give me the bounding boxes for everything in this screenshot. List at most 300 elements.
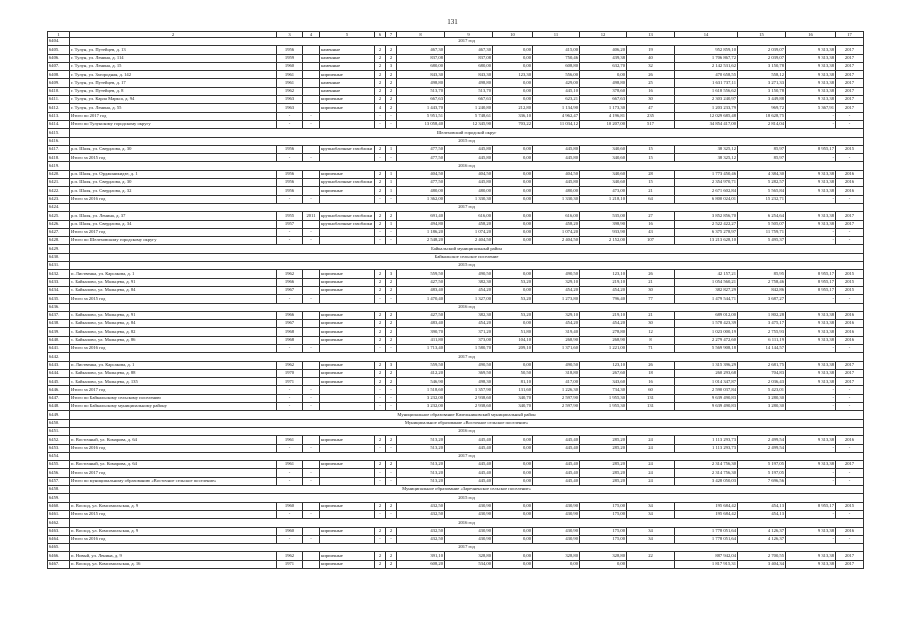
- address-cell: Итого по Тулунскому городскому округу: [70, 120, 277, 128]
- table-cell: 432,50: [397, 535, 445, 543]
- table-cell: 1 955,30: [580, 403, 627, 411]
- table-cell: 1970: [277, 369, 303, 377]
- table-cell: 9 313,38: [786, 46, 836, 54]
- table-cell: 454,13: [738, 502, 786, 510]
- table-cell: 1 817 915,31: [675, 560, 738, 568]
- table-cell: 1961: [277, 461, 303, 469]
- table-cell: -: [277, 112, 303, 120]
- table-cell: 5 569 908,18: [675, 344, 738, 352]
- row-number-cell: 6418.: [48, 154, 70, 162]
- table-cell: 2 303 240,97: [675, 96, 738, 104]
- table-cell: 2: [375, 170, 386, 178]
- table-row: [48, 328, 864, 336]
- total-row: [48, 195, 864, 203]
- table-cell: 9 639 490,83: [675, 403, 738, 411]
- column-number-cell: 5: [320, 32, 375, 38]
- table-cell: 2 314 756,30: [675, 461, 738, 469]
- table-cell: -: [303, 195, 320, 203]
- table-cell: 24: [627, 444, 675, 452]
- table-cell: 340,70: [493, 403, 533, 411]
- table-cell: -: [386, 403, 397, 411]
- column-number-cell: 14: [675, 32, 738, 38]
- table-row: [48, 286, 864, 294]
- row-number-cell: 6448.: [48, 403, 70, 411]
- table-cell: 1 014 347,87: [675, 378, 738, 386]
- table-cell: [303, 145, 320, 153]
- table-cell: 18: [627, 369, 675, 377]
- row-number-cell: 6421.: [48, 179, 70, 187]
- table-cell: 42 157,21: [675, 270, 738, 278]
- table-cell: -: [386, 154, 397, 162]
- table-cell: [303, 311, 320, 319]
- table-cell: 382,30: [445, 278, 493, 286]
- address-cell: Итого за 2017 год: [70, 469, 277, 477]
- table-cell: [303, 104, 320, 112]
- table-cell: -: [277, 154, 303, 162]
- table-cell: -: [836, 386, 864, 394]
- address-cell: п. Лиственка, ул. Карсакова, д. 1: [70, 270, 277, 278]
- table-cell: 9 313,38: [786, 369, 836, 377]
- table-cell: 2017: [836, 369, 864, 377]
- table-cell: 2: [375, 187, 386, 195]
- table-cell: кирпичные: [320, 96, 375, 104]
- address-cell: Итого за 2015 год: [70, 510, 277, 518]
- table-cell: -: [836, 120, 864, 128]
- table-cell: 2017: [836, 361, 864, 369]
- table-cell: 2 039,07: [738, 46, 786, 54]
- total-row: [48, 394, 864, 402]
- table-cell: [320, 535, 375, 543]
- table-cell: 2: [386, 71, 397, 79]
- table-cell: 24: [627, 469, 675, 477]
- table-cell: 2: [375, 328, 386, 336]
- table-cell: 2 142 531,62: [675, 62, 738, 70]
- table-cell: 329,10: [533, 278, 580, 286]
- table-cell: 1962: [277, 361, 303, 369]
- row-number-cell: 6457.: [48, 477, 70, 485]
- address-cell: г. Тулун, ул. Карла Маркса, д. 94: [70, 96, 277, 104]
- table-cell: 1971: [277, 378, 303, 386]
- table-cell: 842,86: [738, 286, 786, 294]
- table-cell: 513,20: [397, 469, 445, 477]
- table-cell: 2 755,93: [738, 328, 786, 336]
- table-cell: кирпичные: [320, 336, 375, 344]
- table-row: [48, 145, 864, 153]
- table-cell: 4 126,37: [738, 527, 786, 535]
- row-number-cell: 6442.: [48, 353, 70, 361]
- table-cell: 750,46: [533, 54, 580, 62]
- table-cell: 2: [375, 461, 386, 469]
- table-cell: -: [375, 444, 386, 452]
- table-cell: 411,80: [397, 336, 445, 344]
- table-row: [48, 560, 864, 568]
- table-cell: [303, 320, 320, 328]
- row-number-cell: 6414.: [48, 120, 70, 128]
- address-cell: п. Лиственка, ул. Карсакова, д. 1: [70, 361, 277, 369]
- table-cell: 2: [375, 527, 386, 535]
- address-cell: Итого за 2017 год: [70, 386, 277, 394]
- table-cell: -: [277, 295, 303, 303]
- total-row: [48, 444, 864, 452]
- table-row: [48, 502, 864, 510]
- table-cell: [320, 344, 375, 352]
- table-cell: [303, 187, 320, 195]
- address-cell: р.п. Шаля, ул. Свердлова, д. 34: [70, 220, 277, 228]
- table-cell: 1968: [277, 328, 303, 336]
- row-number-cell: 6412.: [48, 104, 70, 112]
- table-cell: 432,50: [397, 510, 445, 518]
- table-cell: 2: [375, 436, 386, 444]
- address-cell: Итого за 2016 год: [70, 535, 277, 543]
- table-cell: -: [836, 295, 864, 303]
- table-cell: 1963: [277, 104, 303, 112]
- row-number-cell: 6467.: [48, 560, 70, 568]
- section-heading-row: [48, 253, 864, 261]
- table-cell: 454,20: [445, 320, 493, 328]
- table-cell: 404,50: [445, 170, 493, 178]
- table-cell: [627, 560, 675, 568]
- table-cell: 517: [627, 120, 675, 128]
- table-cell: 969,72: [738, 104, 786, 112]
- table-cell: 0,00: [493, 195, 533, 203]
- address-cell: с. Байкалово, ул. Мальцева, д. 84: [70, 286, 277, 294]
- table-cell: 27: [627, 212, 675, 220]
- table-cell: кирпичные: [320, 170, 375, 178]
- table-cell: 2: [386, 502, 397, 510]
- table-cell: 2016: [836, 436, 864, 444]
- column-number-cell: 16: [786, 32, 836, 38]
- table-cell: 6 111,19: [738, 336, 786, 344]
- section-heading-cell: 2017 год: [70, 203, 864, 211]
- table-cell: 490,50: [445, 270, 493, 278]
- table-cell: 0,00: [493, 154, 533, 162]
- table-cell: 24: [627, 461, 675, 469]
- table-cell: 8 955,17: [786, 502, 836, 510]
- table-row: [48, 361, 864, 369]
- row-number-cell: 6427.: [48, 228, 70, 236]
- table-cell: [303, 62, 320, 70]
- table-cell: 2015: [836, 270, 864, 278]
- table-cell: [303, 87, 320, 95]
- table-cell: 2 152,00: [580, 237, 627, 245]
- address-cell: с. Байкалово, ул. Мальцева, д. 88: [70, 369, 277, 377]
- table-cell: -: [386, 469, 397, 477]
- table-cell: -: [386, 295, 397, 303]
- table-cell: -: [786, 477, 836, 485]
- total-row: [48, 154, 864, 162]
- table-cell: -: [836, 535, 864, 543]
- table-cell: 1966: [277, 278, 303, 286]
- table-cell: 15: [627, 179, 675, 187]
- table-cell: 38 325,12: [675, 154, 738, 162]
- table-cell: 175,00: [580, 535, 627, 543]
- row-number-cell: 6426.: [48, 220, 70, 228]
- column-number-cell: 4: [303, 32, 320, 38]
- table-cell: 12 345,90: [445, 120, 493, 128]
- table-cell: -: [375, 510, 386, 518]
- table-cell: 1 802,28: [738, 311, 786, 319]
- table-cell: [320, 154, 375, 162]
- section-heading-row: [48, 245, 864, 253]
- table-cell: 680,00: [445, 62, 493, 70]
- table-cell: 212,80: [493, 104, 533, 112]
- address-cell: Итого по Шелеховскому городскому округу: [70, 237, 277, 245]
- table-cell: [320, 237, 375, 245]
- table-cell: -: [375, 154, 386, 162]
- table-cell: 6 375 278,97: [675, 228, 738, 236]
- table-cell: 53,20: [493, 278, 533, 286]
- table-cell: 0,00: [493, 510, 533, 518]
- table-cell: 2: [375, 560, 386, 568]
- table-cell: 219,10: [580, 311, 627, 319]
- table-cell: 209,10: [493, 344, 533, 352]
- section-heading-row: [48, 452, 864, 460]
- table-cell: 4 196,81: [580, 112, 627, 120]
- table-cell: 454,20: [445, 286, 493, 294]
- table-cell: -: [786, 228, 836, 236]
- table-cell: 1 357,90: [445, 386, 493, 394]
- table-cell: 0,00: [493, 179, 533, 187]
- table-cell: кирпичные: [320, 502, 375, 510]
- table-cell: -: [836, 469, 864, 477]
- table-cell: 3: [386, 270, 397, 278]
- table-cell: 3 428 050,03: [675, 477, 738, 485]
- table-cell: 2 938,60: [445, 403, 493, 411]
- table-cell: 2: [375, 179, 386, 187]
- table-cell: каменные: [320, 54, 375, 62]
- table-cell: 2 590 037,84: [675, 386, 738, 394]
- table-cell: 2: [375, 46, 386, 54]
- row-number-cell: 6420.: [48, 170, 70, 178]
- row-number-cell: 6411.: [48, 96, 70, 104]
- table-row: [48, 278, 864, 286]
- total-row: [48, 112, 864, 120]
- address-cell: р.п. Шаля, ул. Орджоникидзе, д. 1: [70, 170, 277, 178]
- table-cell: -: [386, 394, 397, 402]
- table-cell: -: [836, 444, 864, 452]
- section-heading-row: [48, 419, 864, 427]
- table-cell: 3: [386, 62, 397, 70]
- table-cell: 1: [386, 179, 397, 187]
- address-cell: с. Байкалово, ул. Мальцева, д. 84: [70, 320, 277, 328]
- table-cell: 1960: [277, 527, 303, 535]
- table-cell: -: [303, 403, 320, 411]
- table-cell: -: [386, 120, 397, 128]
- table-cell: кирпичные: [320, 552, 375, 560]
- column-number-cell: 2: [70, 32, 277, 38]
- table-cell: каменные: [320, 62, 375, 70]
- table-cell: 340,70: [493, 394, 533, 402]
- table-cell: 3: [386, 361, 397, 369]
- table-cell: 445,80: [445, 145, 493, 153]
- table-cell: 1 443,70: [397, 104, 445, 112]
- table-cell: 2: [375, 54, 386, 62]
- table-cell: 2 036,43: [738, 378, 786, 386]
- table-cell: -: [386, 112, 397, 120]
- row-number-cell: 6435.: [48, 295, 70, 303]
- column-number-cell: 9: [445, 32, 493, 38]
- table-cell: 498,80: [397, 79, 445, 87]
- table-cell: -: [375, 228, 386, 236]
- table-cell: [320, 295, 375, 303]
- table-cell: 415,00: [533, 46, 580, 54]
- table-cell: -: [277, 469, 303, 477]
- table-cell: 1 074,20: [533, 228, 580, 236]
- table-cell: 2015: [836, 145, 864, 153]
- table-cell: 5 951,51: [397, 112, 445, 120]
- table-cell: 445,40: [445, 436, 493, 444]
- table-cell: 2: [375, 87, 386, 95]
- table-cell: 2: [375, 552, 386, 560]
- table-cell: кирпичные: [320, 461, 375, 469]
- table-row: [48, 320, 864, 328]
- table-cell: -: [277, 444, 303, 452]
- table-cell: 319,40: [533, 328, 580, 336]
- table-cell: 9 313,38: [786, 436, 836, 444]
- table-cell: 9 313,38: [786, 62, 836, 70]
- row-number-cell: 6432.: [48, 270, 70, 278]
- table-cell: 837,08: [445, 54, 493, 62]
- table-cell: 1 327,00: [445, 295, 493, 303]
- table-row: [48, 220, 864, 228]
- table-cell: 3 280,30: [738, 403, 786, 411]
- table-cell: 2 671 602,84: [675, 187, 738, 195]
- table-cell: 432,50: [397, 527, 445, 535]
- table-cell: 1966: [277, 311, 303, 319]
- table-cell: 1 218,10: [580, 195, 627, 203]
- table-cell: 5 505,07: [738, 220, 786, 228]
- table-cell: 1 362,00: [397, 195, 445, 203]
- address-cell: Итого по муниципальному образованию «Восточное сельское поселение»: [70, 477, 277, 485]
- table-row: [48, 87, 864, 95]
- table-cell: 1956: [277, 170, 303, 178]
- table-cell: 9 313,38: [786, 328, 836, 336]
- table-cell: 1967: [277, 320, 303, 328]
- table-cell: 11 759,71: [738, 228, 786, 236]
- table-cell: 21: [627, 278, 675, 286]
- table-cell: -: [375, 403, 386, 411]
- table-cell: [303, 286, 320, 294]
- table-cell: 513,70: [397, 87, 445, 95]
- table-cell: 558,12: [738, 71, 786, 79]
- table-cell: кирпичные: [320, 311, 375, 319]
- table-cell: 30: [627, 96, 675, 104]
- row-number-cell: 6428.: [48, 237, 70, 245]
- total-row: [48, 295, 864, 303]
- table-cell: 0,00: [493, 170, 533, 178]
- table-cell: 390,70: [397, 328, 445, 336]
- table-cell: 2016: [836, 187, 864, 195]
- table-cell: 0,00: [493, 270, 533, 278]
- table-cell: -: [386, 535, 397, 543]
- table-cell: 1 173,30: [580, 104, 627, 112]
- table-cell: 2 404,50: [445, 237, 493, 245]
- table-cell: 1 706 867,72: [675, 54, 738, 62]
- table-cell: 382 827,29: [675, 286, 738, 294]
- table-cell: -: [786, 344, 836, 352]
- table-cell: 336,10: [493, 112, 533, 120]
- address-cell: р.п. Шаля, ул. Ленина, д. 37: [70, 212, 277, 220]
- table-cell: 0,00: [493, 46, 533, 54]
- table-cell: 1: [386, 170, 397, 178]
- table-cell: 2: [375, 220, 386, 228]
- table-cell: 796,40: [580, 295, 627, 303]
- table-cell: 470 658,55: [675, 71, 738, 79]
- table-cell: 843,30: [397, 71, 445, 79]
- table-cell: -: [277, 237, 303, 245]
- column-number-cell: 17: [836, 32, 864, 38]
- table-cell: 556,00: [533, 71, 580, 79]
- table-cell: [303, 527, 320, 535]
- table-cell: 2011: [303, 212, 320, 220]
- table-cell: 608,80: [533, 62, 580, 70]
- table-cell: 5 565,84: [738, 187, 786, 195]
- row-number-cell: 6441.: [48, 344, 70, 352]
- table-cell: 2: [375, 502, 386, 510]
- section-heading-row: [48, 486, 864, 494]
- section-heading-cell: Байкальский муниципальный район: [70, 245, 864, 253]
- table-cell: [303, 361, 320, 369]
- table-cell: 2: [386, 527, 397, 535]
- address-cell: п. Новый, ул. Ленина, д. 9: [70, 552, 277, 560]
- table-cell: -: [277, 195, 303, 203]
- address-cell: п. Восход, ул. Комсомольская, д. 9: [70, 502, 277, 510]
- table-cell: 318,80: [533, 369, 580, 377]
- table-cell: 2017: [836, 96, 864, 104]
- table-cell: -: [786, 112, 836, 120]
- table-cell: -: [375, 112, 386, 120]
- table-cell: 837,08: [397, 54, 445, 62]
- table-cell: -: [386, 228, 397, 236]
- table-cell: 445,40: [533, 444, 580, 452]
- table-cell: 24: [627, 436, 675, 444]
- table-cell: 0,00: [493, 87, 533, 95]
- row-number-cell: 6450.: [48, 419, 70, 427]
- address-cell: Итого по 2017 год: [70, 112, 277, 120]
- table-cell: 445,40: [533, 436, 580, 444]
- table-cell: 490,50: [533, 270, 580, 278]
- row-number-cell: 6408.: [48, 71, 70, 79]
- table-row: [48, 71, 864, 79]
- table-cell: 195 684,42: [675, 502, 738, 510]
- table-cell: 285,20: [580, 436, 627, 444]
- table-cell: 3 475,17: [738, 320, 786, 328]
- table-cell: 2 354 970,71: [675, 179, 738, 187]
- table-cell: -: [786, 195, 836, 203]
- table-cell: 691,40: [397, 212, 445, 220]
- table-cell: 0,00: [493, 228, 533, 236]
- table-cell: 2: [375, 361, 386, 369]
- total-row: [48, 228, 864, 236]
- table-cell: -: [303, 237, 320, 245]
- table-cell: 454,20: [533, 286, 580, 294]
- table-cell: 2017: [836, 87, 864, 95]
- table-cell: 85,97: [738, 154, 786, 162]
- table-cell: [303, 220, 320, 228]
- row-number-cell: 6445.: [48, 378, 70, 386]
- table-cell: 2 279 472,60: [675, 336, 738, 344]
- table-cell: 343,60: [580, 378, 627, 386]
- table-cell: 467,30: [397, 46, 445, 54]
- table-cell: 104,10: [493, 336, 533, 344]
- table-cell: 454,20: [533, 320, 580, 328]
- table-cell: 432,50: [397, 502, 445, 510]
- table-cell: 1 580,70: [445, 344, 493, 352]
- column-number-cell: 3: [277, 32, 303, 38]
- table-cell: 1956: [277, 179, 303, 187]
- table-cell: 285,20: [580, 477, 627, 485]
- table-cell: 14 144,57: [738, 344, 786, 352]
